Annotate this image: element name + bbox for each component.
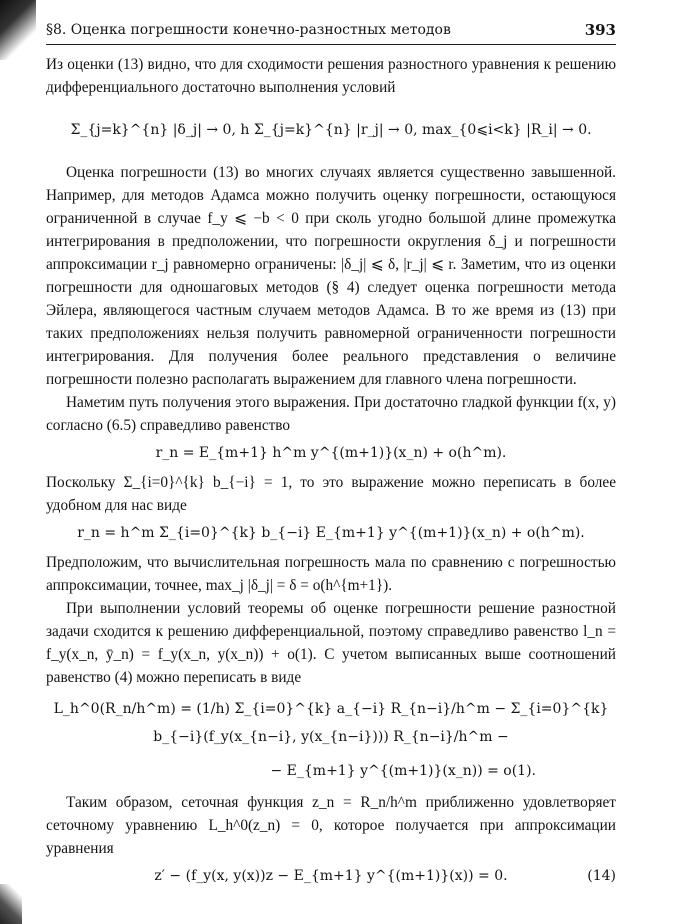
- equation-number: (14): [587, 868, 616, 884]
- paragraph-6: При выполнении условий теоремы об оценке погрешности решение разностной задачи сходится к решению дифференциальной, поэтому справедливо равенство l_n = f_y(x_n, ȳ_n) = f_y(x_n, y(x_n)) + o(1). С учетом выписанных выше соотношений равенство (4) можно переписать в виде: [46, 600, 616, 686]
- formula-conditions: Σ_{j=k}^{n} |δ_j| → 0, h Σ_{j=k}^{n} |r_j| → 0, max_{0⩽i<k} |R_i| → 0.: [70, 122, 592, 138]
- section-title: §8. Оценка погрешности конечно-разностных методов: [46, 22, 451, 38]
- formula-rn-second: r_n = h^m Σ_{i=0}^{k} b_{−i} E_{m+1} y^{(m+1)}(x_n) + o(h^m).: [77, 525, 585, 541]
- paragraph-3: Наметим путь получения этого выражения. При достаточно гладкой функции f(x, y) согласно (6.5) справедливо равенство: [46, 394, 616, 434]
- paragraph-7: Таким образом, сеточная функция z_n = R_n/h^m приближенно удовлетворяет сеточному уравнению L_h^0(z_n) = 0, которое получается при аппроксимации уравнения: [46, 794, 616, 857]
- paragraph-4: Поскольку Σ_{i=0}^{k} b_{−i} = 1, то это выражение можно переписать в более удобном для нас виде: [46, 474, 616, 514]
- paragraph-1: Из оценки (13) видно, что для сходимости решения разностного уравнения к решению дифференциального достаточно выполнения условий: [46, 56, 616, 96]
- formula-lh-line-2: − E_{m+1} y^{(m+1)}(x_n)) = o(1).: [270, 763, 536, 779]
- scan-shadow-bottom: [0, 884, 22, 924]
- scan-shadow-top: [0, 0, 36, 60]
- formula-final: [46, 864, 616, 888]
- formula-lh-line-1: L_h^0(R_n/h^m) = (1/h) Σ_{i=0}^{k} a_{−i} R_{n−i}/h^m − Σ_{i=0}^{k} b_{−i}(f_y(x_{n−i}, y(x_{n−i}))) R_{n−i}/h^m −: [53, 701, 609, 745]
- running-head: [46, 22, 616, 45]
- paragraph-2: Оценка погрешности (13) во многих случаях является существенно завышенной. Например, для методов Адамса можно получить оценку погрешности, остающуюся ограниченной в случае f_y ⩽ −b < 0 при сколь угодно большой длине промежутка интегрирования в предположении, что погрешности округления δ_j и погрешности аппроксимации r_j равномерно ограничены: |δ_j| ⩽ δ, |r_j| ⩽ r. Заметим, что из оценки погрешности для одношаговых методов (§ 4) следует оценка погрешности метода Эйлера, являющегося частным случаем методов Адамса. В то же время из (13) при таких предположениях нельзя получить равномерной ограниченности погрешности интегрирования. Для получения более реального представления о величине погрешности полезно располагать выражением для главного члена погрешности.: [46, 164, 616, 388]
- formula-rn-first: r_n = E_{m+1} h^m y^{(m+1)}(x_n) + o(h^m).: [155, 445, 507, 461]
- paragraph-5: Предположим, что вычислительная погрешность мала по сравнению с погрешностью аппроксимации, точнее, max_j |δ_j| = δ = o(h^{m+1}).: [46, 554, 616, 594]
- page-number: 393: [584, 21, 616, 39]
- main-text: [46, 53, 616, 894]
- formula-final-body: z′ − (f_y(x, y(x))z − E_{m+1} y^{(m+1)}(x)) = 0.: [154, 868, 508, 884]
